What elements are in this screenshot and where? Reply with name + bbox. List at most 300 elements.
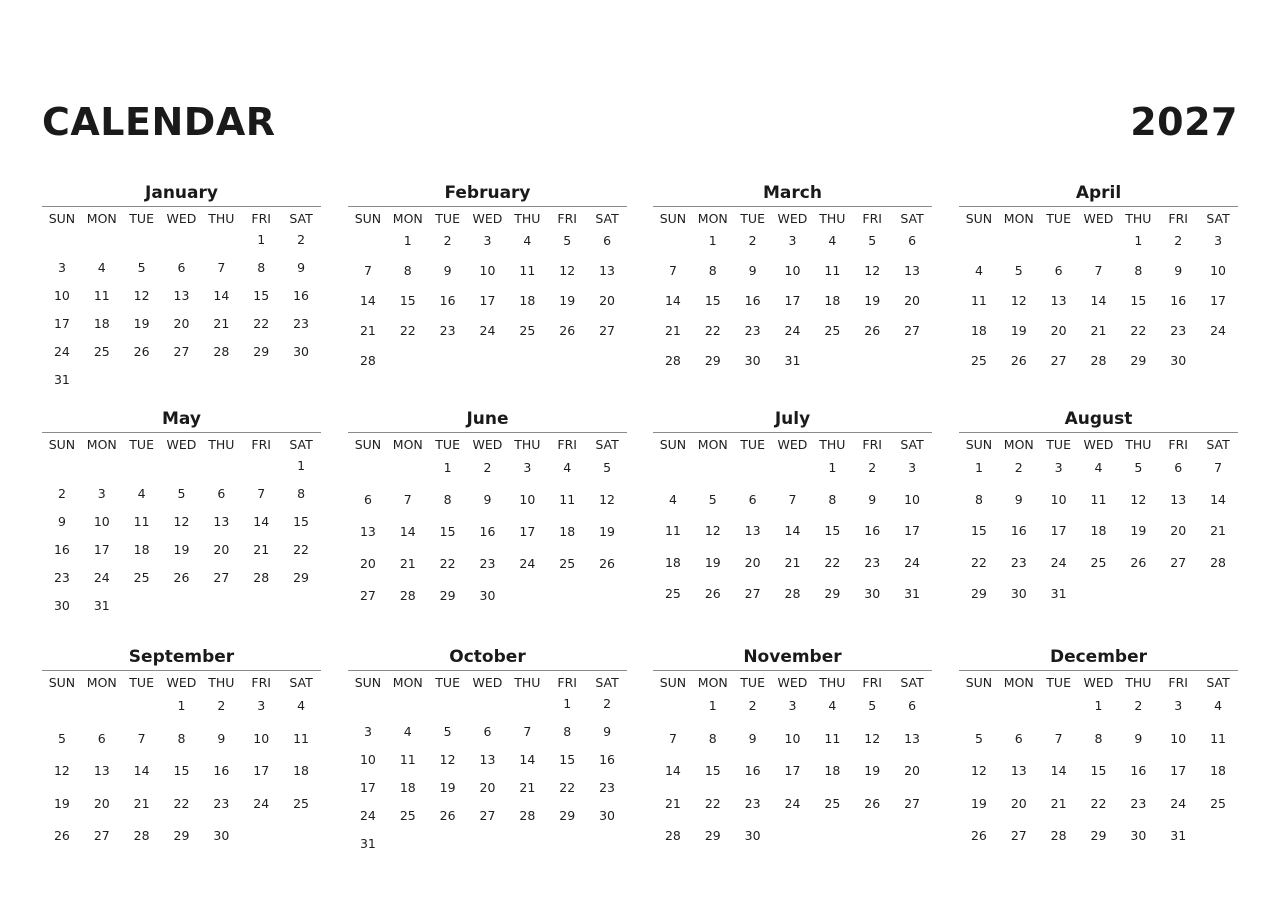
day-cell: 28	[133, 828, 150, 843]
day-cell: 21	[519, 780, 536, 795]
day-cell: 29	[439, 588, 456, 603]
day-cell: 25	[293, 795, 310, 811]
day-cell: 2	[748, 698, 757, 713]
empty-cell	[653, 230, 693, 260]
day-cell: 6	[363, 492, 372, 507]
day-cell: 23	[439, 323, 456, 338]
day-cell: 16	[1130, 763, 1147, 778]
day-cell: 24	[784, 795, 801, 811]
month-name: July	[774, 409, 811, 429]
day-cell: 22	[704, 795, 721, 811]
day-cell: 26	[599, 556, 616, 571]
day-cell: 21	[1090, 323, 1107, 338]
day-cell: 6	[908, 233, 917, 248]
day-cell: 11	[824, 730, 841, 746]
day-cell: 13	[359, 524, 376, 539]
weekday-label: MON	[392, 675, 423, 690]
weekday-label: THU	[514, 437, 541, 452]
empty-cell	[773, 456, 813, 488]
weekday-label: TUE	[129, 675, 154, 690]
month-grid	[959, 436, 1238, 614]
weekday-label: TUE	[1046, 675, 1071, 690]
day-cell: 4	[974, 263, 983, 278]
weekday-label: THU	[1125, 675, 1152, 690]
weekday-label: SUN	[965, 211, 993, 226]
day-cell: 15	[439, 524, 456, 539]
day-cell: 7	[257, 486, 266, 501]
weekday-label: FRI	[251, 211, 271, 226]
day-cell: 21	[664, 795, 681, 811]
day-cell: 2	[57, 486, 66, 501]
day-cell: 4	[1214, 698, 1223, 713]
day-cell: 22	[1090, 795, 1107, 811]
day-cell: 8	[563, 724, 572, 739]
day-cell: 4	[668, 491, 677, 507]
day-cell: 9	[868, 491, 877, 507]
weekday-label: SUN	[48, 675, 76, 690]
month-april	[959, 182, 1238, 380]
weekday-label: SUN	[354, 211, 382, 226]
day-cell: 23	[213, 795, 230, 811]
day-cell: 21	[664, 323, 681, 338]
day-cell: 24	[1050, 554, 1067, 570]
day-cell: 8	[1134, 263, 1143, 278]
day-cell: 18	[1090, 523, 1107, 538]
day-cell: 1	[177, 698, 186, 713]
day-cell: 13	[1170, 491, 1187, 507]
weekday-label: THU	[819, 437, 846, 452]
day-cell: 20	[1010, 795, 1027, 811]
day-cell: 29	[704, 353, 721, 368]
day-cell: 28	[1210, 554, 1227, 570]
day-cell: 8	[974, 491, 983, 507]
weekday-label: FRI	[557, 675, 577, 690]
day-cell: 23	[1130, 795, 1147, 811]
empty-cell	[162, 456, 202, 484]
day-cell: 23	[293, 316, 310, 331]
day-cell: 26	[439, 808, 456, 823]
day-cell: 28	[519, 808, 536, 823]
day-cell: 1	[708, 698, 717, 713]
empty-cell	[82, 230, 122, 258]
day-cell: 22	[970, 554, 987, 570]
empty-cell	[693, 456, 733, 488]
day-cell: 23	[1010, 554, 1027, 570]
empty-cell	[1039, 694, 1079, 727]
day-cell: 6	[177, 260, 186, 275]
day-cell: 5	[137, 260, 146, 275]
day-cell: 2	[868, 460, 877, 475]
weekday-label: MON	[1003, 437, 1034, 452]
month-august	[959, 408, 1238, 614]
day-cell: 8	[403, 263, 412, 278]
day-cell: 8	[708, 263, 717, 278]
day-cell: 19	[1010, 323, 1027, 338]
day-cell: 15	[704, 293, 721, 308]
day-cell: 4	[523, 233, 532, 248]
day-cell: 25	[133, 570, 150, 585]
weekday-label: THU	[514, 211, 541, 226]
day-cell: 27	[1170, 554, 1187, 570]
empty-cell	[733, 456, 773, 488]
day-cell: 25	[664, 586, 681, 601]
month-grid	[42, 674, 321, 857]
weekday-label: TUE	[129, 211, 154, 226]
weekday-label: THU	[208, 675, 235, 690]
weekday-label: MON	[1003, 675, 1034, 690]
day-cell: 12	[704, 523, 721, 538]
day-cell: 2	[603, 696, 612, 711]
day-cell: 28	[664, 828, 681, 843]
month-december	[959, 646, 1238, 857]
day-cell: 23	[53, 570, 70, 585]
month-name: August	[1064, 409, 1133, 429]
day-cell: 6	[217, 486, 226, 501]
day-cell: 28	[399, 588, 416, 603]
day-cell: 9	[1014, 491, 1023, 507]
day-cell: 3	[1174, 698, 1183, 713]
day-cell: 20	[1170, 523, 1187, 538]
day-cell: 5	[603, 460, 612, 475]
day-cell: 20	[479, 780, 496, 795]
empty-cell	[959, 694, 999, 727]
day-cell: 3	[1054, 460, 1063, 475]
day-cell: 13	[744, 523, 761, 538]
day-cell: 5	[443, 724, 452, 739]
weekday-label: SUN	[354, 437, 382, 452]
day-cell: 29	[173, 828, 190, 843]
month-divider	[653, 670, 932, 671]
day-cell: 10	[53, 288, 70, 303]
weekday-label: SAT	[900, 675, 924, 690]
day-cell: 19	[1130, 523, 1147, 538]
day-cell: 25	[519, 323, 536, 338]
day-cell: 20	[1050, 323, 1067, 338]
day-cell: 8	[177, 730, 186, 746]
day-cell: 12	[439, 752, 456, 767]
month-divider	[959, 432, 1238, 433]
day-cell: 3	[523, 460, 532, 475]
day-cell: 20	[93, 795, 110, 811]
day-cell: 4	[563, 460, 572, 475]
day-cell: 17	[1210, 293, 1227, 308]
day-cell: 22	[824, 554, 841, 570]
empty-cell	[82, 456, 122, 484]
day-cell: 15	[173, 763, 190, 778]
day-cell: 19	[439, 780, 456, 795]
day-cell: 5	[57, 730, 66, 746]
day-cell: 17	[359, 780, 376, 795]
month-february	[348, 182, 627, 380]
day-cell: 25	[824, 795, 841, 811]
day-cell: 8	[828, 491, 837, 507]
weekday-label: MON	[86, 675, 117, 690]
day-cell: 3	[257, 698, 266, 713]
day-cell: 30	[744, 828, 761, 843]
day-cell: 19	[704, 554, 721, 570]
day-cell: 12	[599, 492, 616, 507]
weekday-label: FRI	[1168, 675, 1188, 690]
day-cell: 20	[359, 556, 376, 571]
month-grid	[653, 674, 932, 857]
day-cell: 7	[1214, 460, 1223, 475]
month-march	[653, 182, 932, 380]
empty-cell	[428, 694, 468, 722]
day-cell: 22	[293, 542, 310, 557]
month-divider	[348, 670, 627, 671]
weekday-label: MON	[1003, 211, 1034, 226]
month-grid	[653, 210, 932, 380]
day-cell: 28	[213, 344, 230, 359]
day-cell: 12	[864, 730, 881, 746]
day-cell: 10	[1170, 730, 1187, 746]
day-cell: 24	[253, 795, 270, 811]
day-cell: 17	[904, 523, 921, 538]
weekday-label: MON	[392, 211, 423, 226]
day-cell: 18	[399, 780, 416, 795]
day-cell: 31	[1050, 586, 1067, 601]
day-cell: 24	[519, 556, 536, 571]
empty-cell	[82, 694, 122, 727]
day-cell: 5	[868, 698, 877, 713]
empty-cell	[122, 456, 162, 484]
day-cell: 14	[1210, 491, 1227, 507]
day-cell: 30	[53, 598, 70, 613]
day-cell: 20	[213, 542, 230, 557]
weekday-label: TUE	[1046, 437, 1071, 452]
day-cell: 21	[133, 795, 150, 811]
day-cell: 11	[93, 288, 110, 303]
day-cell: 1	[297, 458, 306, 473]
day-cell: 22	[704, 323, 721, 338]
day-cell: 22	[1130, 323, 1147, 338]
month-divider	[959, 206, 1238, 207]
day-cell: 16	[439, 293, 456, 308]
weekday-label: SAT	[1206, 437, 1230, 452]
day-cell: 9	[443, 263, 452, 278]
weekday-label: SAT	[900, 211, 924, 226]
day-cell: 18	[519, 293, 536, 308]
day-cell: 21	[1210, 523, 1227, 538]
day-cell: 4	[1094, 460, 1103, 475]
day-cell: 10	[784, 263, 801, 278]
month-grid	[653, 436, 932, 614]
day-cell: 3	[788, 233, 797, 248]
day-cell: 9	[603, 724, 612, 739]
weekday-label: MON	[392, 437, 423, 452]
weekday-label: MON	[86, 211, 117, 226]
day-cell: 27	[904, 795, 921, 811]
weekday-label: WED	[166, 211, 197, 226]
day-cell: 20	[904, 763, 921, 778]
day-cell: 24	[359, 808, 376, 823]
day-cell: 2	[1014, 460, 1023, 475]
day-cell: 26	[173, 570, 190, 585]
day-cell: 17	[1050, 523, 1067, 538]
empty-cell	[201, 230, 241, 258]
day-cell: 7	[788, 491, 797, 507]
month-grid	[42, 210, 321, 398]
weekday-label: WED	[1083, 675, 1114, 690]
day-cell: 30	[1010, 586, 1027, 601]
weekday-label: WED	[1083, 437, 1114, 452]
weekday-label: WED	[472, 675, 503, 690]
day-cell: 16	[293, 288, 310, 303]
weekday-label: MON	[697, 211, 728, 226]
day-cell: 21	[359, 323, 376, 338]
day-cell: 15	[1090, 763, 1107, 778]
empty-cell	[999, 694, 1039, 727]
weekday-label: SAT	[289, 211, 313, 226]
weekday-label: TUE	[129, 437, 154, 452]
day-cell: 14	[1090, 293, 1107, 308]
empty-cell	[388, 456, 428, 488]
day-cell: 30	[599, 808, 616, 823]
day-cell: 30	[1130, 828, 1147, 843]
month-may	[42, 408, 321, 624]
day-cell: 18	[133, 542, 150, 557]
day-cell: 10	[1050, 491, 1067, 507]
day-cell: 17	[53, 316, 70, 331]
day-cell: 26	[559, 323, 576, 338]
day-cell: 2	[217, 698, 226, 713]
month-name: September	[128, 647, 235, 667]
day-cell: 25	[970, 353, 987, 368]
day-cell: 23	[599, 780, 616, 795]
weekday-label: WED	[777, 437, 808, 452]
day-cell: 6	[97, 730, 106, 746]
day-cell: 5	[1014, 263, 1023, 278]
day-cell: 3	[908, 460, 917, 475]
empty-cell	[1079, 230, 1119, 260]
day-cell: 6	[748, 491, 757, 507]
day-cell: 12	[559, 263, 576, 278]
day-cell: 11	[824, 263, 841, 278]
day-cell: 23	[864, 554, 881, 570]
empty-cell	[653, 694, 693, 727]
day-cell: 8	[443, 492, 452, 507]
day-cell: 1	[828, 460, 837, 475]
day-cell: 14	[133, 763, 150, 778]
day-cell: 30	[744, 353, 761, 368]
day-cell: 26	[864, 323, 881, 338]
day-cell: 19	[864, 293, 881, 308]
day-cell: 14	[784, 523, 801, 538]
weekday-label: FRI	[251, 437, 271, 452]
day-cell: 1	[257, 232, 266, 247]
day-cell: 14	[664, 763, 681, 778]
day-cell: 18	[664, 554, 681, 570]
day-cell: 31	[93, 598, 110, 613]
day-cell: 9	[1174, 263, 1183, 278]
empty-cell	[348, 694, 388, 722]
day-cell: 15	[970, 523, 987, 538]
day-cell: 12	[1130, 491, 1147, 507]
day-cell: 25	[399, 808, 416, 823]
day-cell: 28	[253, 570, 270, 585]
day-cell: 24	[1210, 323, 1227, 338]
empty-cell	[348, 230, 388, 260]
day-cell: 11	[1210, 730, 1227, 746]
day-cell: 18	[824, 293, 841, 308]
empty-cell	[122, 230, 162, 258]
day-cell: 19	[133, 316, 150, 331]
weekday-label: FRI	[557, 211, 577, 226]
weekday-label: FRI	[251, 675, 271, 690]
day-cell: 11	[133, 514, 150, 529]
day-cell: 23	[744, 795, 761, 811]
weekday-label: SAT	[289, 437, 313, 452]
month-grid	[348, 436, 627, 616]
weekday-label: FRI	[862, 437, 882, 452]
day-cell: 13	[1050, 293, 1067, 308]
day-cell: 8	[1094, 730, 1103, 746]
day-cell: 27	[93, 828, 110, 843]
day-cell: 26	[1130, 554, 1147, 570]
weekday-label: TUE	[1046, 211, 1071, 226]
day-cell: 19	[173, 542, 190, 557]
day-cell: 13	[599, 263, 616, 278]
day-cell: 23	[744, 323, 761, 338]
weekday-label: SUN	[48, 437, 76, 452]
month-grid	[348, 210, 627, 380]
day-cell: 10	[1210, 263, 1227, 278]
day-cell: 2	[483, 460, 492, 475]
day-cell: 18	[93, 316, 110, 331]
day-cell: 6	[1054, 263, 1063, 278]
day-cell: 27	[479, 808, 496, 823]
day-cell: 29	[704, 828, 721, 843]
empty-cell	[42, 694, 82, 727]
weekday-label: FRI	[1168, 437, 1188, 452]
day-cell: 14	[519, 752, 536, 767]
weekday-label: MON	[697, 437, 728, 452]
day-cell: 28	[359, 353, 376, 368]
day-cell: 24	[93, 570, 110, 585]
day-cell: 28	[1050, 828, 1067, 843]
day-cell: 6	[1014, 730, 1023, 746]
month-divider	[959, 670, 1238, 671]
page-title: CALENDAR	[42, 100, 276, 144]
day-cell: 20	[599, 293, 616, 308]
month-name: December	[1049, 647, 1148, 667]
day-cell: 24	[784, 323, 801, 338]
day-cell: 24	[53, 344, 70, 359]
day-cell: 21	[253, 542, 270, 557]
day-cell: 19	[970, 795, 987, 811]
day-cell: 1	[563, 696, 572, 711]
day-cell: 19	[864, 763, 881, 778]
day-cell: 31	[1170, 828, 1187, 843]
day-cell: 18	[293, 763, 310, 778]
weekday-label: MON	[697, 675, 728, 690]
day-cell: 22	[439, 556, 456, 571]
day-cell: 27	[359, 588, 376, 603]
day-cell: 11	[399, 752, 416, 767]
day-cell: 30	[479, 588, 496, 603]
month-grid	[959, 210, 1238, 380]
day-cell: 1	[403, 233, 412, 248]
day-cell: 13	[904, 263, 921, 278]
day-cell: 26	[53, 828, 70, 843]
day-cell: 13	[479, 752, 496, 767]
weekday-label: SAT	[1206, 211, 1230, 226]
day-cell: 8	[708, 730, 717, 746]
day-cell: 14	[1050, 763, 1067, 778]
weekday-label: THU	[208, 211, 235, 226]
day-cell: 28	[664, 353, 681, 368]
weekday-label: FRI	[862, 675, 882, 690]
